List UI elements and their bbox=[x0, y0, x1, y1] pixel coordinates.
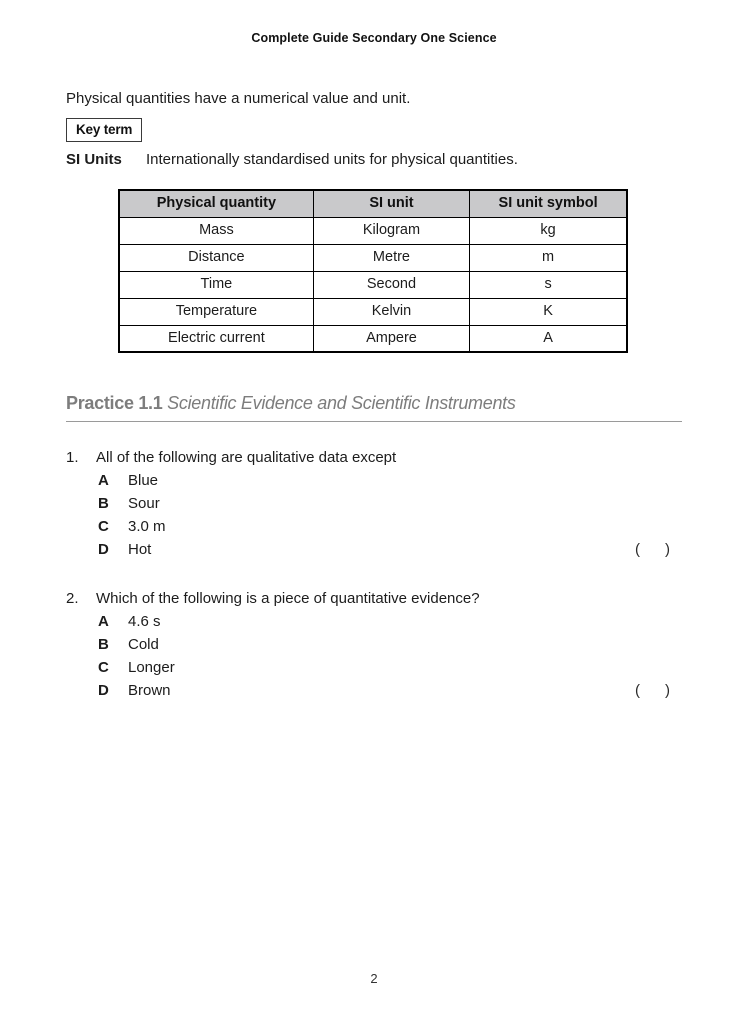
option-text: Longer bbox=[128, 659, 175, 676]
cell-unit: Kelvin bbox=[313, 298, 469, 325]
si-units-table bbox=[118, 189, 628, 353]
question-stem bbox=[66, 448, 682, 467]
cell-quantity: Mass bbox=[119, 217, 313, 244]
option-a bbox=[66, 472, 682, 490]
question-2 bbox=[66, 589, 682, 700]
cell-symbol: K bbox=[470, 298, 627, 325]
si-units-table-body bbox=[119, 217, 627, 352]
answer-bracket: ( ) bbox=[635, 541, 670, 558]
option-d bbox=[66, 541, 682, 559]
option-text: Sour bbox=[128, 495, 160, 512]
option-b bbox=[66, 636, 682, 654]
option-text: 4.6 s bbox=[128, 613, 161, 630]
cell-unit: Metre bbox=[313, 244, 469, 271]
running-head-title: Complete Guide Secondary One Science bbox=[251, 31, 497, 45]
cell-quantity: Distance bbox=[119, 244, 313, 271]
question-number: 2. bbox=[66, 590, 79, 607]
key-term-name: SI Units bbox=[66, 151, 122, 168]
option-letter: D bbox=[98, 541, 109, 558]
table-row bbox=[119, 271, 627, 298]
option-letter: C bbox=[98, 518, 109, 535]
cell-quantity: Time bbox=[119, 271, 313, 298]
option-b bbox=[66, 495, 682, 513]
option-text: Blue bbox=[128, 472, 159, 489]
intro-paragraph: Physical quantities have a numerical value and unit. bbox=[66, 90, 411, 107]
option-indent bbox=[66, 636, 98, 654]
option-text: Brown bbox=[128, 682, 171, 699]
option-indent bbox=[66, 495, 98, 513]
cell-unit: Ampere bbox=[313, 325, 469, 352]
cell-unit: Second bbox=[313, 271, 469, 298]
cell-symbol: s bbox=[470, 271, 627, 298]
option-a bbox=[66, 613, 682, 631]
column-header-si-unit-symbol: SI unit symbol bbox=[470, 190, 627, 217]
option-d bbox=[66, 682, 682, 700]
key-term-definition: Internationally standardised units for physical quantities. bbox=[146, 151, 518, 168]
option-indent bbox=[66, 613, 98, 631]
table-row bbox=[119, 217, 627, 244]
question-1 bbox=[66, 448, 682, 559]
practice-title: Scientific Evidence and Scientific Instruments bbox=[162, 393, 516, 413]
option-indent bbox=[66, 659, 98, 677]
cell-symbol: m bbox=[470, 244, 627, 271]
option-c bbox=[66, 659, 682, 677]
key-term-box: Key term bbox=[66, 118, 142, 142]
option-indent bbox=[66, 518, 98, 536]
page-content bbox=[66, 89, 682, 700]
option-letter: A bbox=[98, 472, 109, 489]
answer-bracket: ( ) bbox=[635, 682, 670, 699]
page-number: 2 bbox=[370, 971, 378, 986]
table-header-row bbox=[119, 190, 627, 217]
option-c bbox=[66, 518, 682, 536]
option-indent bbox=[66, 682, 98, 700]
question-stem bbox=[66, 589, 682, 608]
column-header-physical-quantity: Physical quantity bbox=[119, 190, 313, 217]
column-header-si-unit: SI unit bbox=[313, 190, 469, 217]
table-row bbox=[119, 325, 627, 352]
option-letter: A bbox=[98, 613, 109, 630]
cell-symbol: A bbox=[470, 325, 627, 352]
option-indent bbox=[66, 472, 98, 490]
table-row bbox=[119, 298, 627, 325]
practice-section-heading bbox=[66, 393, 682, 422]
cell-quantity: Temperature bbox=[119, 298, 313, 325]
key-term-definition-row bbox=[66, 150, 682, 170]
option-text: Hot bbox=[128, 541, 152, 558]
option-indent bbox=[66, 541, 98, 559]
cell-quantity: Electric current bbox=[119, 325, 313, 352]
cell-symbol: kg bbox=[470, 217, 627, 244]
cell-unit: Kilogram bbox=[313, 217, 469, 244]
option-text: 3.0 m bbox=[128, 518, 166, 535]
question-number: 1. bbox=[66, 449, 79, 466]
option-text: Cold bbox=[128, 636, 159, 653]
option-letter: B bbox=[98, 636, 109, 653]
option-letter: D bbox=[98, 682, 109, 699]
table-row bbox=[119, 244, 627, 271]
option-letter: B bbox=[98, 495, 109, 512]
practice-label: Practice 1.1 bbox=[66, 393, 163, 413]
option-letter: C bbox=[98, 659, 109, 676]
question-text: Which of the following is a piece of quantitative evidence? bbox=[96, 590, 480, 607]
si-units-table-head bbox=[119, 190, 627, 217]
question-text: All of the following are qualitative data except bbox=[96, 449, 397, 466]
